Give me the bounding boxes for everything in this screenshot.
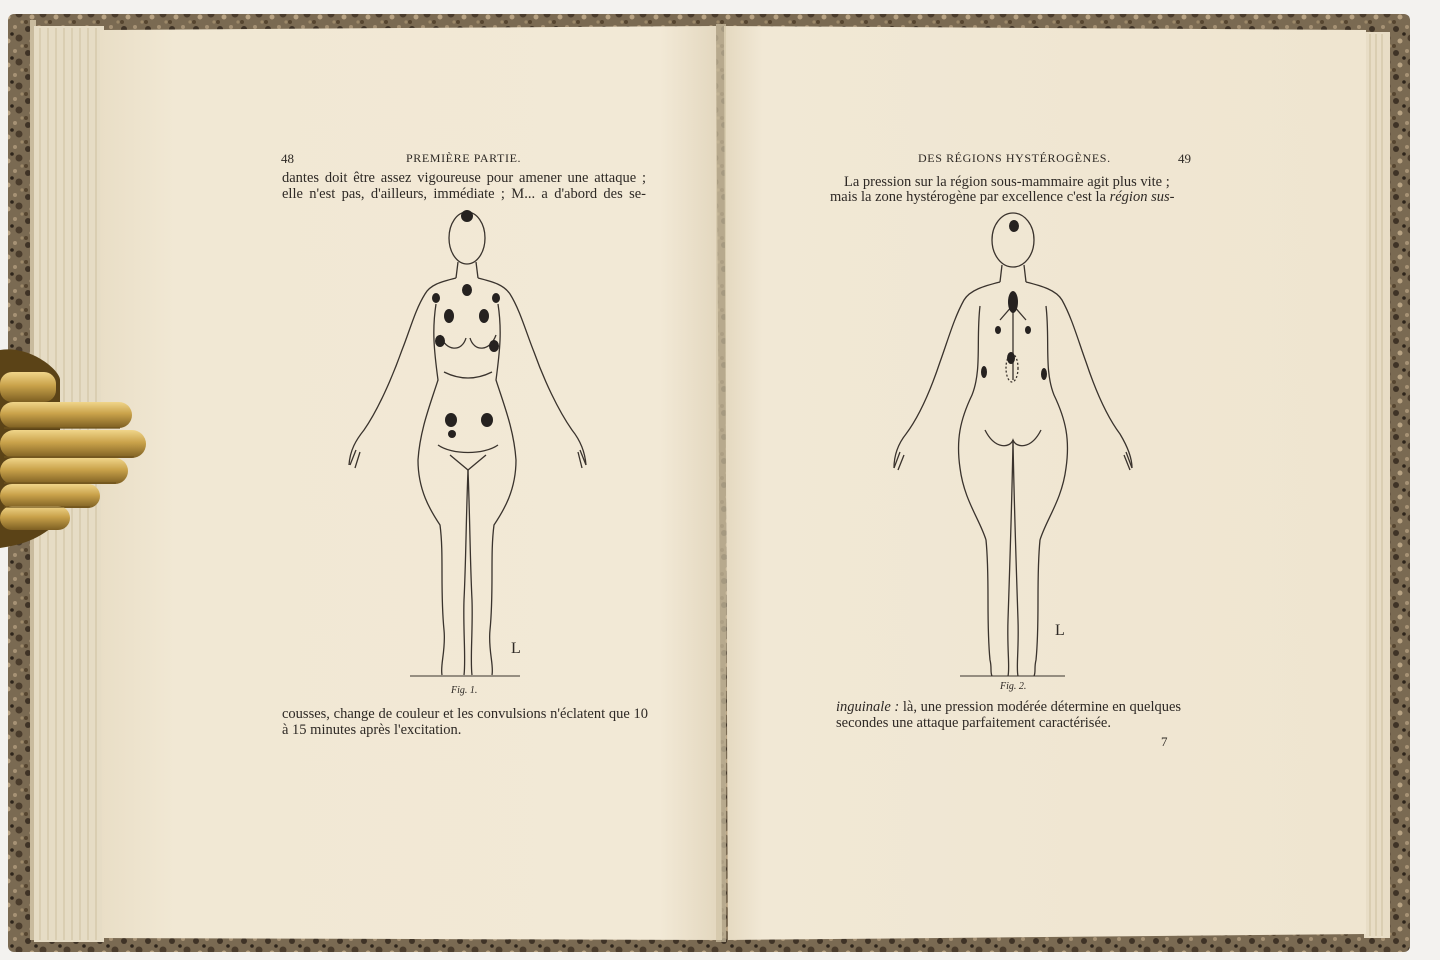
left-bottom-line-1: cousses, change de couleur et les convulsions n'éclatent que 10 [282, 706, 648, 722]
right-top-line-2 [830, 189, 1174, 206]
figure-1-caption: Fig. 1. [451, 685, 478, 696]
right-top-line-2-start: mais la zone hystérogène par excellence c'est la [830, 189, 1106, 205]
right-bottom-line-1-italic: inguinale : [836, 699, 900, 715]
right-running-head: DES RÉGIONS HYSTÉROGÈNES. [918, 151, 1111, 165]
left-bottom-line-2: à 15 minutes après l'excitation. [282, 722, 462, 738]
right-bottom-line-2: secondes une attaque parfaitement caractérisée. [836, 715, 1111, 731]
right-page-number: 49 [1178, 151, 1191, 166]
left-top-line-1: dantes doit être assez vigoureuse pour amener une attaque ; [282, 170, 646, 186]
right-top-line-2-italic: région sus- [1109, 189, 1175, 205]
left-running-head: PREMIÈRE PARTIE. [406, 151, 522, 165]
left-page-number: 48 [281, 151, 294, 166]
signature-mark: 7 [1161, 734, 1168, 749]
gutter [716, 24, 726, 942]
figure-2-caption: Fig. 2. [1000, 681, 1027, 692]
right-bottom-line-1 [836, 699, 1181, 716]
left-top-line-2: elle n'est pas, d'ailleurs, immédiate ; M... a d'abord des se- [282, 186, 646, 202]
figure-2-signature: L [1055, 622, 1065, 639]
right-page-block-edge [1364, 32, 1390, 938]
figure-1-signature: L [511, 640, 521, 657]
right-top-line-1: La pression sur la région sous-mammaire agit plus vite ; [844, 174, 1170, 190]
right-bottom-line-1-rest: là, une pression modérée détermine en quelques [902, 699, 1182, 715]
